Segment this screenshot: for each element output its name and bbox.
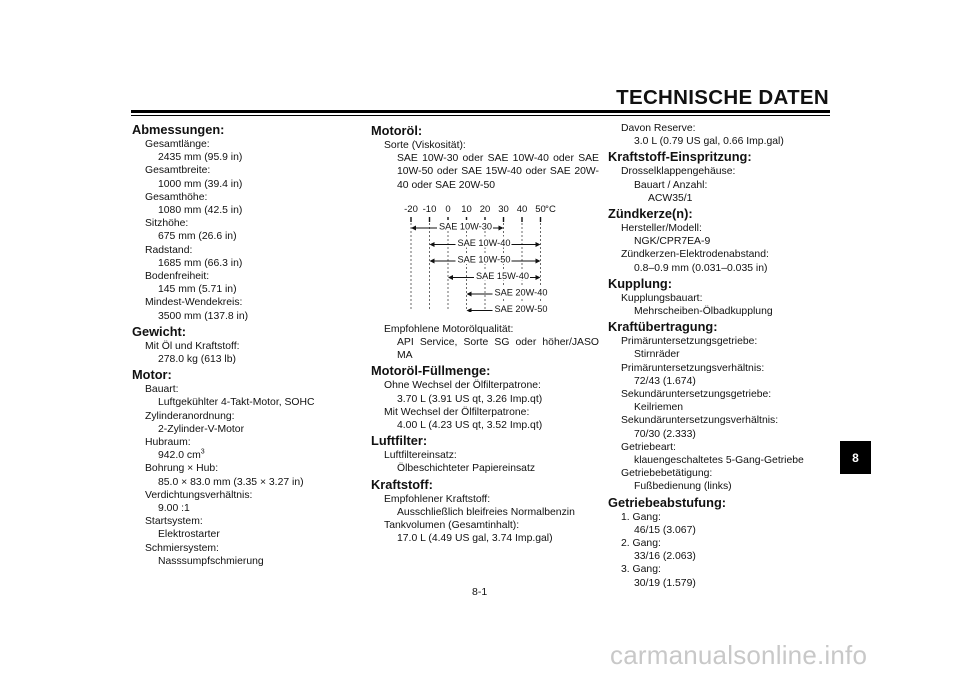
section-heading-air-filter: Luftfilter: xyxy=(371,433,428,449)
section-heading-spark-plugs: Zündkerze(n): xyxy=(608,206,693,222)
viscosity-band-label: SAE 15W-40 xyxy=(476,270,529,281)
spec-label: Verdichtungsverhältnis: xyxy=(145,489,253,501)
spec-label: Primäruntersetzungsgetriebe: xyxy=(621,336,758,348)
spec-label: Gesamthöhe: xyxy=(145,191,208,203)
spec-value: klauengeschaltetes 5-Gang-Getriebe xyxy=(634,455,804,467)
spec-label: Getriebebetätigung: xyxy=(621,468,713,480)
band-arrow-left xyxy=(430,242,435,247)
spec-label: 2. Gang: xyxy=(621,538,661,550)
spec-value: 1685 mm (66.3 in) xyxy=(158,257,243,269)
band-arrow-left xyxy=(448,275,453,280)
spec-value: Keilriemen xyxy=(634,402,684,414)
spec-label: Luftfiltereinsatz: xyxy=(384,450,457,462)
spec-value: ACW35/1 xyxy=(648,192,693,204)
temperature-unit-label: °C xyxy=(545,203,556,215)
title-rule-thin xyxy=(131,115,830,116)
spec-label: Hersteller/Modell: xyxy=(621,223,702,235)
section-heading-oil-capacity: Motoröl-Füllmenge: xyxy=(371,363,491,379)
oil-viscosity-chart xyxy=(391,200,571,312)
band-arrow-right xyxy=(499,225,504,230)
spec-value: Ölbeschichteter Papiereinsatz xyxy=(397,463,536,475)
spec-value: Fußbedienung (links) xyxy=(634,481,732,493)
spec-label: Tankvolumen (Gesamtinhalt): xyxy=(384,520,520,532)
spec-label: Zylinderanordnung: xyxy=(145,410,235,422)
section-heading-clutch: Kupplung: xyxy=(608,275,672,291)
temperature-tick-label: 0 xyxy=(445,203,451,215)
spec-label: Startsystem: xyxy=(145,516,203,528)
spec-label: 1. Gang: xyxy=(621,511,661,523)
temperature-tick-label: 50 xyxy=(535,203,546,215)
viscosity-band-label: SAE 10W-50 xyxy=(457,254,511,265)
spec-value: 3.70 L (3.91 US qt, 3.26 Imp.qt) xyxy=(397,393,543,405)
band-arrow-right xyxy=(536,242,541,247)
viscosity-band-label: SAE 10W-30 xyxy=(439,221,492,232)
spec-value: API Service, Sorte SG oder höher/JASO MA xyxy=(397,337,599,362)
spec-value: 70/30 (2.333) xyxy=(634,428,696,440)
column-3 xyxy=(608,122,833,590)
temperature-tick-label: -20 xyxy=(404,203,418,215)
band-arrow-left xyxy=(411,225,416,230)
band-arrow-left xyxy=(430,258,435,263)
temperature-tick-label: -10 xyxy=(422,203,437,215)
spec-label: Mit Wechsel der Ölfilterpatrone: xyxy=(384,406,530,418)
spec-value: 278.0 kg (613 lb) xyxy=(158,354,236,366)
spec-value: Ausschließlich bleifreies Normalbenzin xyxy=(397,506,575,518)
viscosity-band-label: SAE 20W-40 xyxy=(494,287,548,298)
spec-label: Empfohlene Motorölqualität: xyxy=(384,323,514,335)
spec-value: Luftgekühlter 4-Takt-Motor, SOHC xyxy=(158,397,315,409)
spec-value: 2435 mm (95.9 in) xyxy=(158,152,243,164)
spec-value: Stirnräder xyxy=(634,349,680,361)
column-1 xyxy=(132,122,362,568)
spec-label: Empfohlener Kraftstoff: xyxy=(384,493,491,505)
spec-label: Ohne Wechsel der Ölfilterpatrone: xyxy=(384,380,541,392)
title-rule-thick xyxy=(131,110,830,113)
spec-value: 33/16 (2.063) xyxy=(634,551,696,563)
section-heading-fuel: Kraftstoff: xyxy=(371,476,433,492)
spec-value: Nasssumpfschmierung xyxy=(158,555,264,567)
spec-label: 3. Gang: xyxy=(621,564,661,576)
viscosity-band-label: SAE 10W-40 xyxy=(457,237,511,248)
section-heading-gear-ratios: Getriebeabstufung: xyxy=(608,494,727,510)
section-heading-engine: Motor: xyxy=(132,367,172,383)
spec-value: NGK/CPR7EA-9 xyxy=(634,236,711,248)
spec-label: Sekundäruntersetzungsverhältnis: xyxy=(621,415,779,427)
displacement-value: 942.0 cm xyxy=(158,450,201,462)
spec-label: Schmiersystem: xyxy=(145,542,219,554)
spec-sublabel: Bauart / Anzahl: xyxy=(634,179,708,191)
section-heading-fuel-injection: Kraftstoff-Einspritzung: xyxy=(608,149,752,165)
spec-value: 3500 mm (137.8 in) xyxy=(158,310,249,322)
spec-value: 72/43 (1.674) xyxy=(634,375,696,387)
spec-label: Drosselklappengehäuse: xyxy=(621,166,736,178)
spec-label: Gesamtbreite: xyxy=(145,165,211,177)
spec-value: 4.00 L (4.23 US qt, 3.52 Imp.qt) xyxy=(397,420,543,432)
spec-label: Sekundäruntersetzungsgetriebe: xyxy=(621,389,772,401)
band-arrow-left xyxy=(467,291,472,296)
chapter-tab: 8 xyxy=(840,441,871,474)
spec-value: 1000 mm (39.4 in) xyxy=(158,178,243,190)
page-title: TECHNISCHE DATEN xyxy=(616,86,829,109)
watermark: carmanualsonline.info xyxy=(610,640,868,670)
spec-value: 85.0 × 83.0 mm (3.35 × 3.27 in) xyxy=(158,476,304,488)
band-arrow-right xyxy=(536,258,541,263)
page-number: 8-1 xyxy=(472,586,488,598)
spec-value: 0.8–0.9 mm (0.031–0.035 in) xyxy=(634,262,768,274)
spec-value: 17.0 L (4.49 US gal, 3.74 Imp.gal) xyxy=(397,533,553,545)
spec-label: Sitzhöhe: xyxy=(145,218,189,230)
viscosity-band-label: SAE 20W-50 xyxy=(494,303,548,312)
spec-value: 2-Zylinder-V-Motor xyxy=(158,423,245,435)
unit-superscript: 3 xyxy=(200,448,205,456)
spec-label: Mindest-Wendekreis: xyxy=(145,297,243,309)
spec-value-displacement xyxy=(132,449,362,462)
spec-value-oil-grades: SAE 10W-30 oder SAE 10W-40 oder SAE 10W-50 oder SAE 15W-40 oder SAE 20W-40 oder SAE 20W-50 xyxy=(397,153,599,191)
spec-label: Mit Öl und Kraftstoff: xyxy=(145,340,240,352)
spec-value: 30/19 (1.579) xyxy=(634,577,696,589)
spec-label: Zündkerzen-Elektrodenabstand: xyxy=(621,249,769,261)
spec-label: Primäruntersetzungsverhältnis: xyxy=(621,362,765,374)
temperature-tick-label: 20 xyxy=(479,203,491,215)
spec-value: 145 mm (5.71 in) xyxy=(158,284,237,296)
section-heading-weight: Gewicht: xyxy=(132,323,187,339)
section-heading-transmission: Kraftübertragung: xyxy=(608,319,718,335)
spec-label: Bodenfreiheit: xyxy=(145,271,210,283)
section-heading-dimensions: Abmessungen: xyxy=(132,122,225,137)
spec-value: 3.0 L (0.79 US gal, 0.66 Imp.gal) xyxy=(634,136,784,148)
spec-label: Radstand: xyxy=(145,244,193,256)
spec-value: 46/15 (3.067) xyxy=(634,524,696,536)
temperature-tick-label: 40 xyxy=(516,203,528,215)
spec-value: 9.00 :1 xyxy=(158,503,190,515)
column-2 xyxy=(371,122,599,545)
spec-label: Bauart: xyxy=(145,384,179,396)
temperature-tick-label: 30 xyxy=(498,203,509,215)
spec-label: Gesamtlänge: xyxy=(145,139,210,150)
spec-label: Hubraum: xyxy=(145,437,191,449)
spec-value: Elektrostarter xyxy=(158,529,220,541)
spec-value: Mehrscheiben-Ölbadkupplung xyxy=(634,306,773,318)
band-arrow-left xyxy=(467,308,472,312)
band-arrow-right xyxy=(536,275,541,280)
spec-label: Kupplungsbauart: xyxy=(621,292,703,304)
spec-label: Sorte (Viskosität): xyxy=(384,140,466,151)
temperature-tick-label: 10 xyxy=(461,203,472,215)
spec-label: Davon Reserve: xyxy=(621,123,696,134)
spec-label: Bohrung × Hub: xyxy=(145,463,219,475)
spec-value: 675 mm (26.6 in) xyxy=(158,231,237,243)
spec-value: 1080 mm (42.5 in) xyxy=(158,205,243,217)
section-heading-engine-oil: Motoröl: xyxy=(371,123,423,138)
spec-label: Getriebeart: xyxy=(621,441,676,453)
